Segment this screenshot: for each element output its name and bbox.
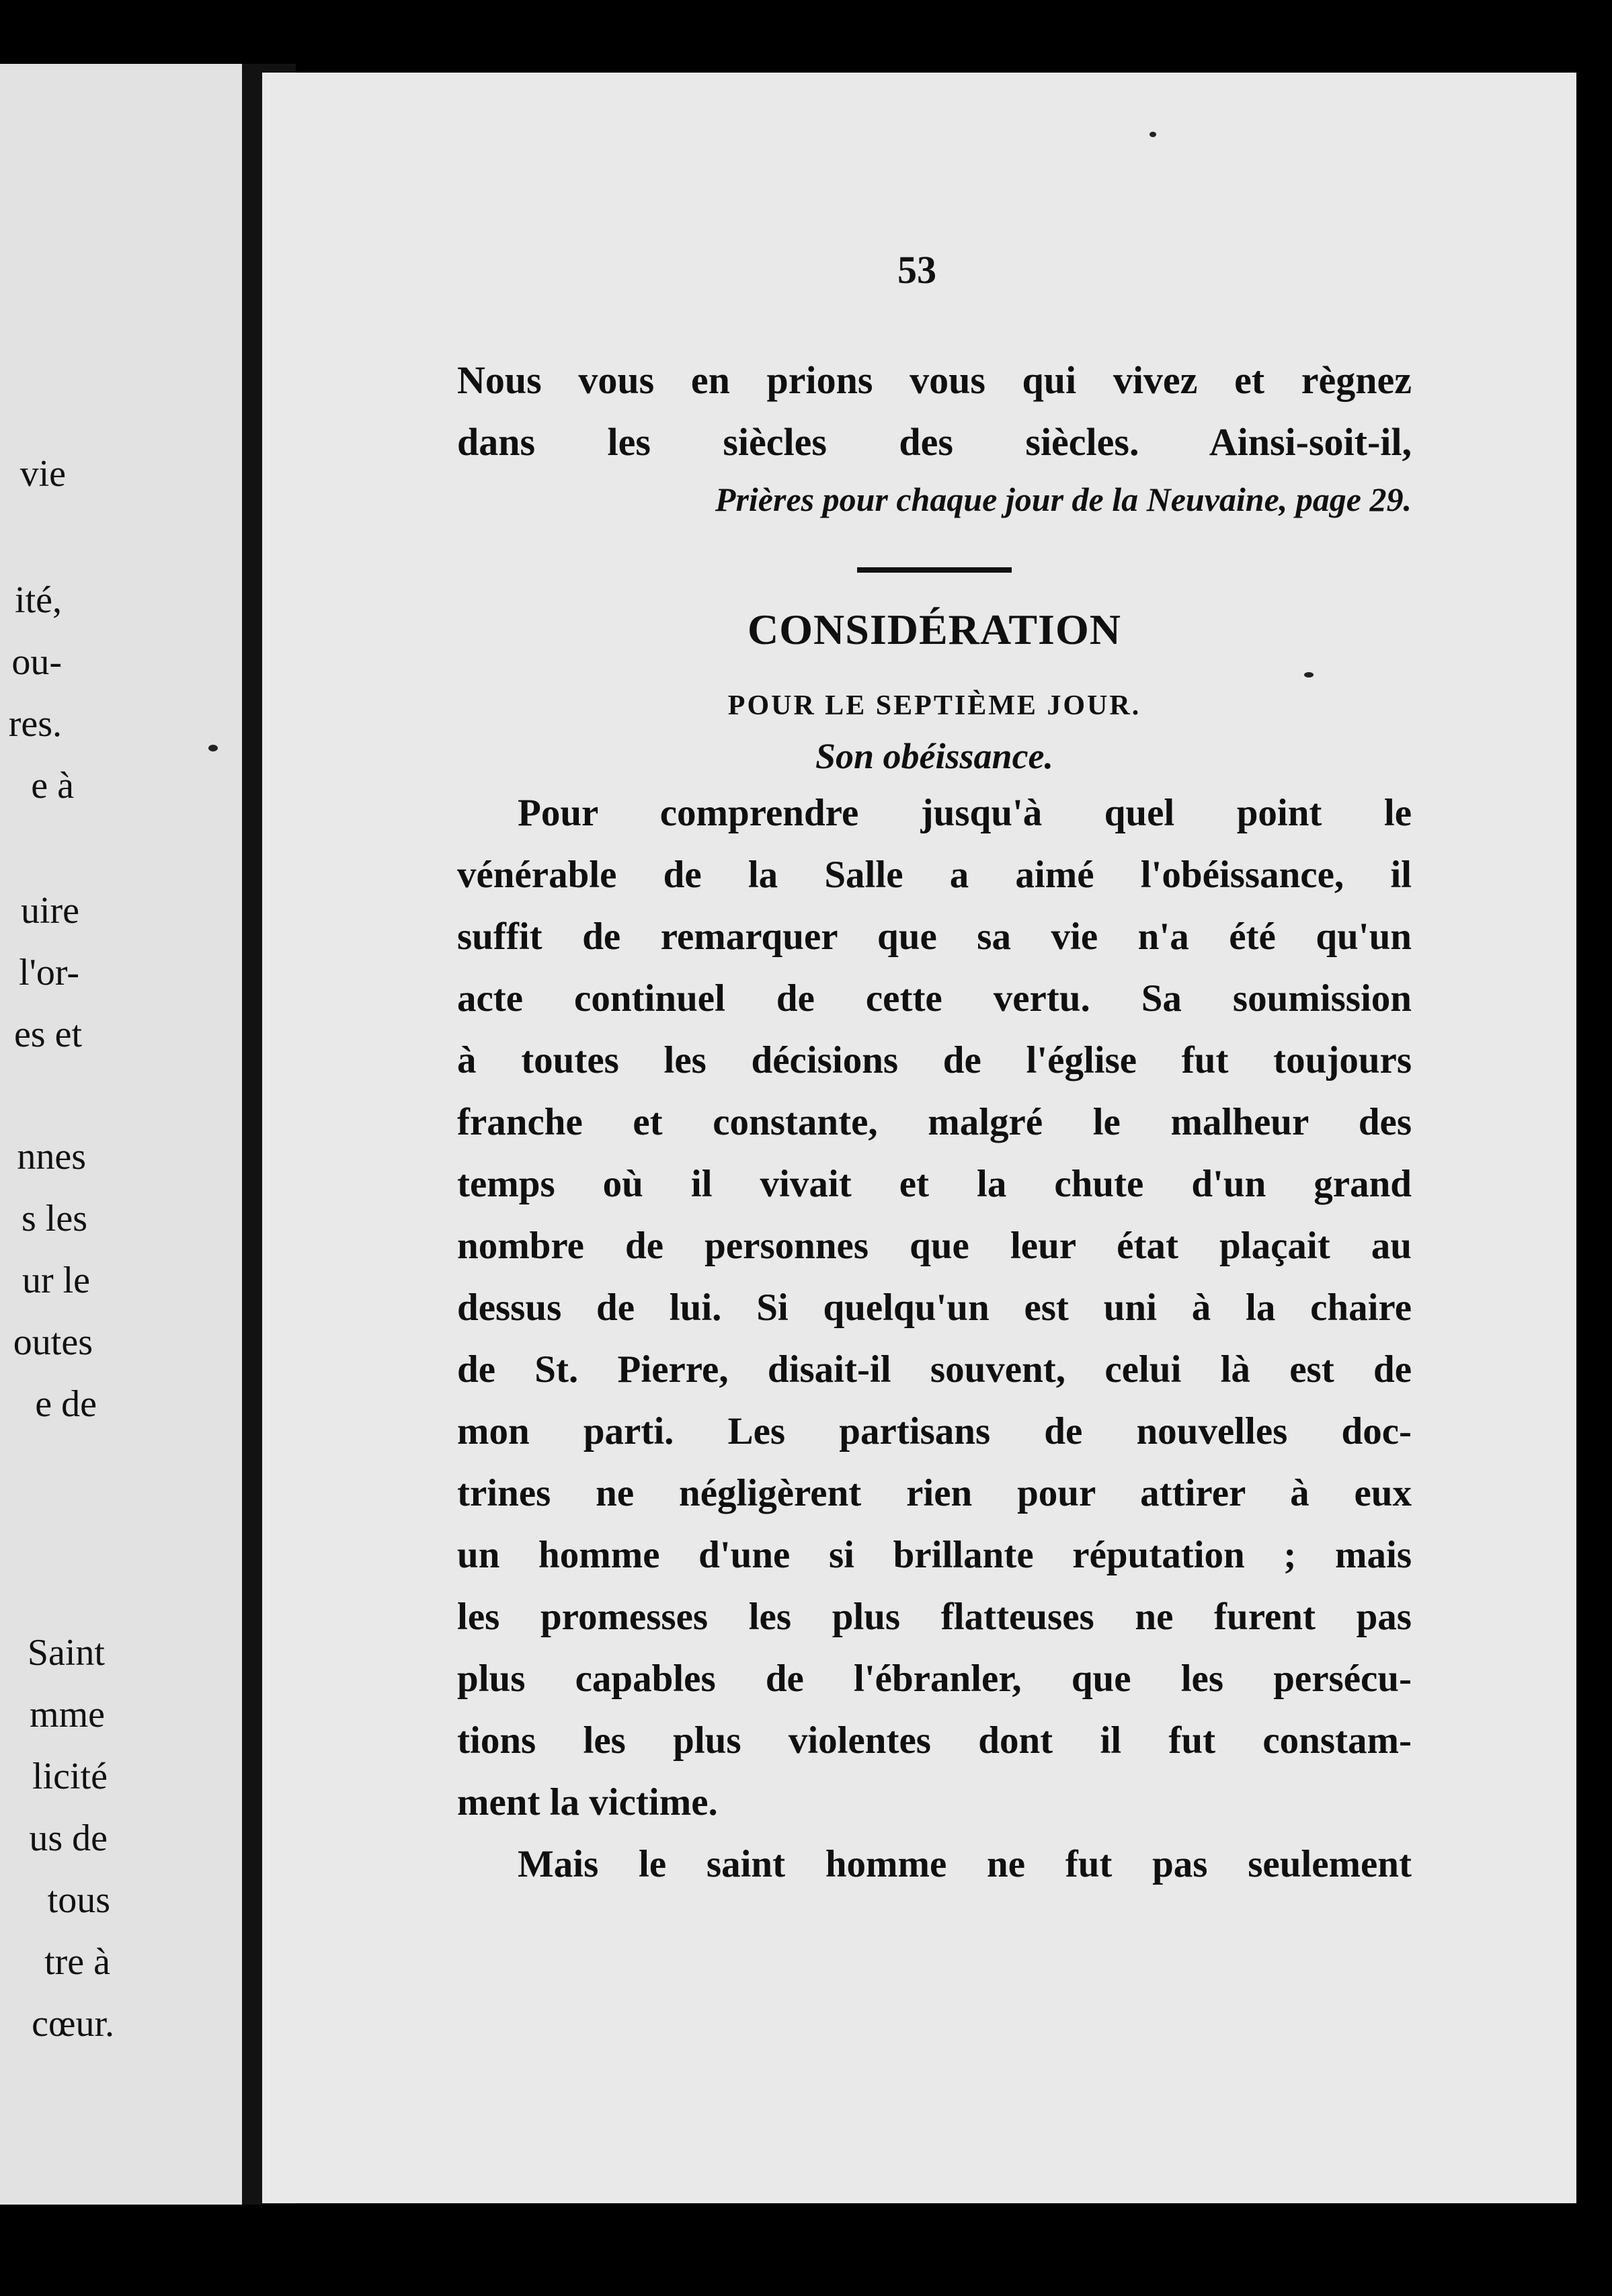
left-fragment: licité: [32, 1756, 108, 1797]
left-fragment: res.: [8, 703, 62, 745]
body-line: franche et constante, malgré le malheur des: [457, 1101, 1412, 1143]
body-line: suffit de remarquer que sa vie n'a été qu'un: [457, 915, 1412, 958]
left-fragment: tre à: [44, 1941, 110, 1983]
left-fragment: cœur.: [32, 2003, 114, 2045]
left-fragment: outes: [13, 1321, 93, 1363]
left-fragment: vie: [19, 453, 66, 495]
section-divider: [857, 567, 1012, 573]
body-text: [457, 782, 1412, 1895]
page-text: [457, 350, 1412, 1895]
prayer-line: dans les siècles des siècles. Ainsi-soit-il,: [457, 420, 1412, 464]
page-number: 53: [897, 248, 936, 292]
body-line: acte continuel de cette vertu. Sa soumission: [457, 977, 1412, 1020]
left-fragment: e à: [31, 765, 74, 807]
left-fragment: Saint: [27, 1632, 105, 1674]
ink-speck: [1150, 132, 1156, 137]
body-line: temps où il vivait et la chute d'un grand: [457, 1163, 1412, 1205]
left-fragment: nnes: [17, 1136, 86, 1178]
ink-speck: [208, 745, 218, 751]
left-fragment: mme: [30, 1694, 105, 1735]
left-fragment: ur le: [22, 1260, 90, 1301]
left-fragment: uire: [20, 890, 79, 932]
body-line: les promesses les plus flatteuses ne furent pas: [457, 1596, 1412, 1638]
body-line: de St. Pierre, disait-il souvent, celui là est de: [457, 1348, 1412, 1391]
body-line: nombre de personnes que leur état plaçait au: [457, 1225, 1412, 1267]
left-fragment: tous: [47, 1879, 110, 1921]
prayer-reference: Prières pour chaque jour de la Neuvaine, page 29.: [715, 481, 1412, 518]
left-fragment: l'or-: [19, 952, 79, 993]
section-title: CONSIDÉRATION: [748, 606, 1121, 653]
left-fragment: es et: [13, 1014, 82, 1055]
left-fragment: s les: [22, 1198, 87, 1239]
body-line: vénérable de la Salle a aimé l'obéissance, il: [457, 854, 1412, 896]
body-line: plus capables de l'ébranler, que les persécu-: [457, 1657, 1412, 1700]
left-fragment: ou-: [11, 641, 62, 683]
left-fragment: e de: [35, 1383, 97, 1425]
body-line: Pour comprendre jusqu'à quel point le: [518, 792, 1412, 834]
section-theme: Son obéissance.: [815, 736, 1054, 776]
body-line: ment la victime.: [457, 1781, 718, 1823]
prayer-line: Nous vous en prions vous qui vivez et règnez: [457, 358, 1412, 402]
previous-page-strip: [0, 64, 242, 2205]
body-line: tions les plus violentes dont il fut constam-: [457, 1719, 1412, 1762]
body-line: dessus de lui. Si quelqu'un est uni à la chaire: [457, 1286, 1412, 1329]
left-fragment: us de: [29, 1817, 108, 1859]
body-line: à toutes les décisions de l'église fut toujours: [457, 1039, 1412, 1081]
left-fragment: ité,: [15, 579, 62, 621]
body-line: un homme d'une si brillante réputation ; mais: [457, 1534, 1412, 1576]
section-subtitle: POUR LE SEPTIÈME JOUR.: [727, 690, 1141, 721]
body-line: trines ne négligèrent rien pour attirer à eux: [457, 1472, 1412, 1514]
body-line: Mais le saint homme ne fut pas seulement: [518, 1843, 1412, 1885]
body-line: mon parti. Les partisans de nouvelles doc-: [457, 1410, 1412, 1452]
